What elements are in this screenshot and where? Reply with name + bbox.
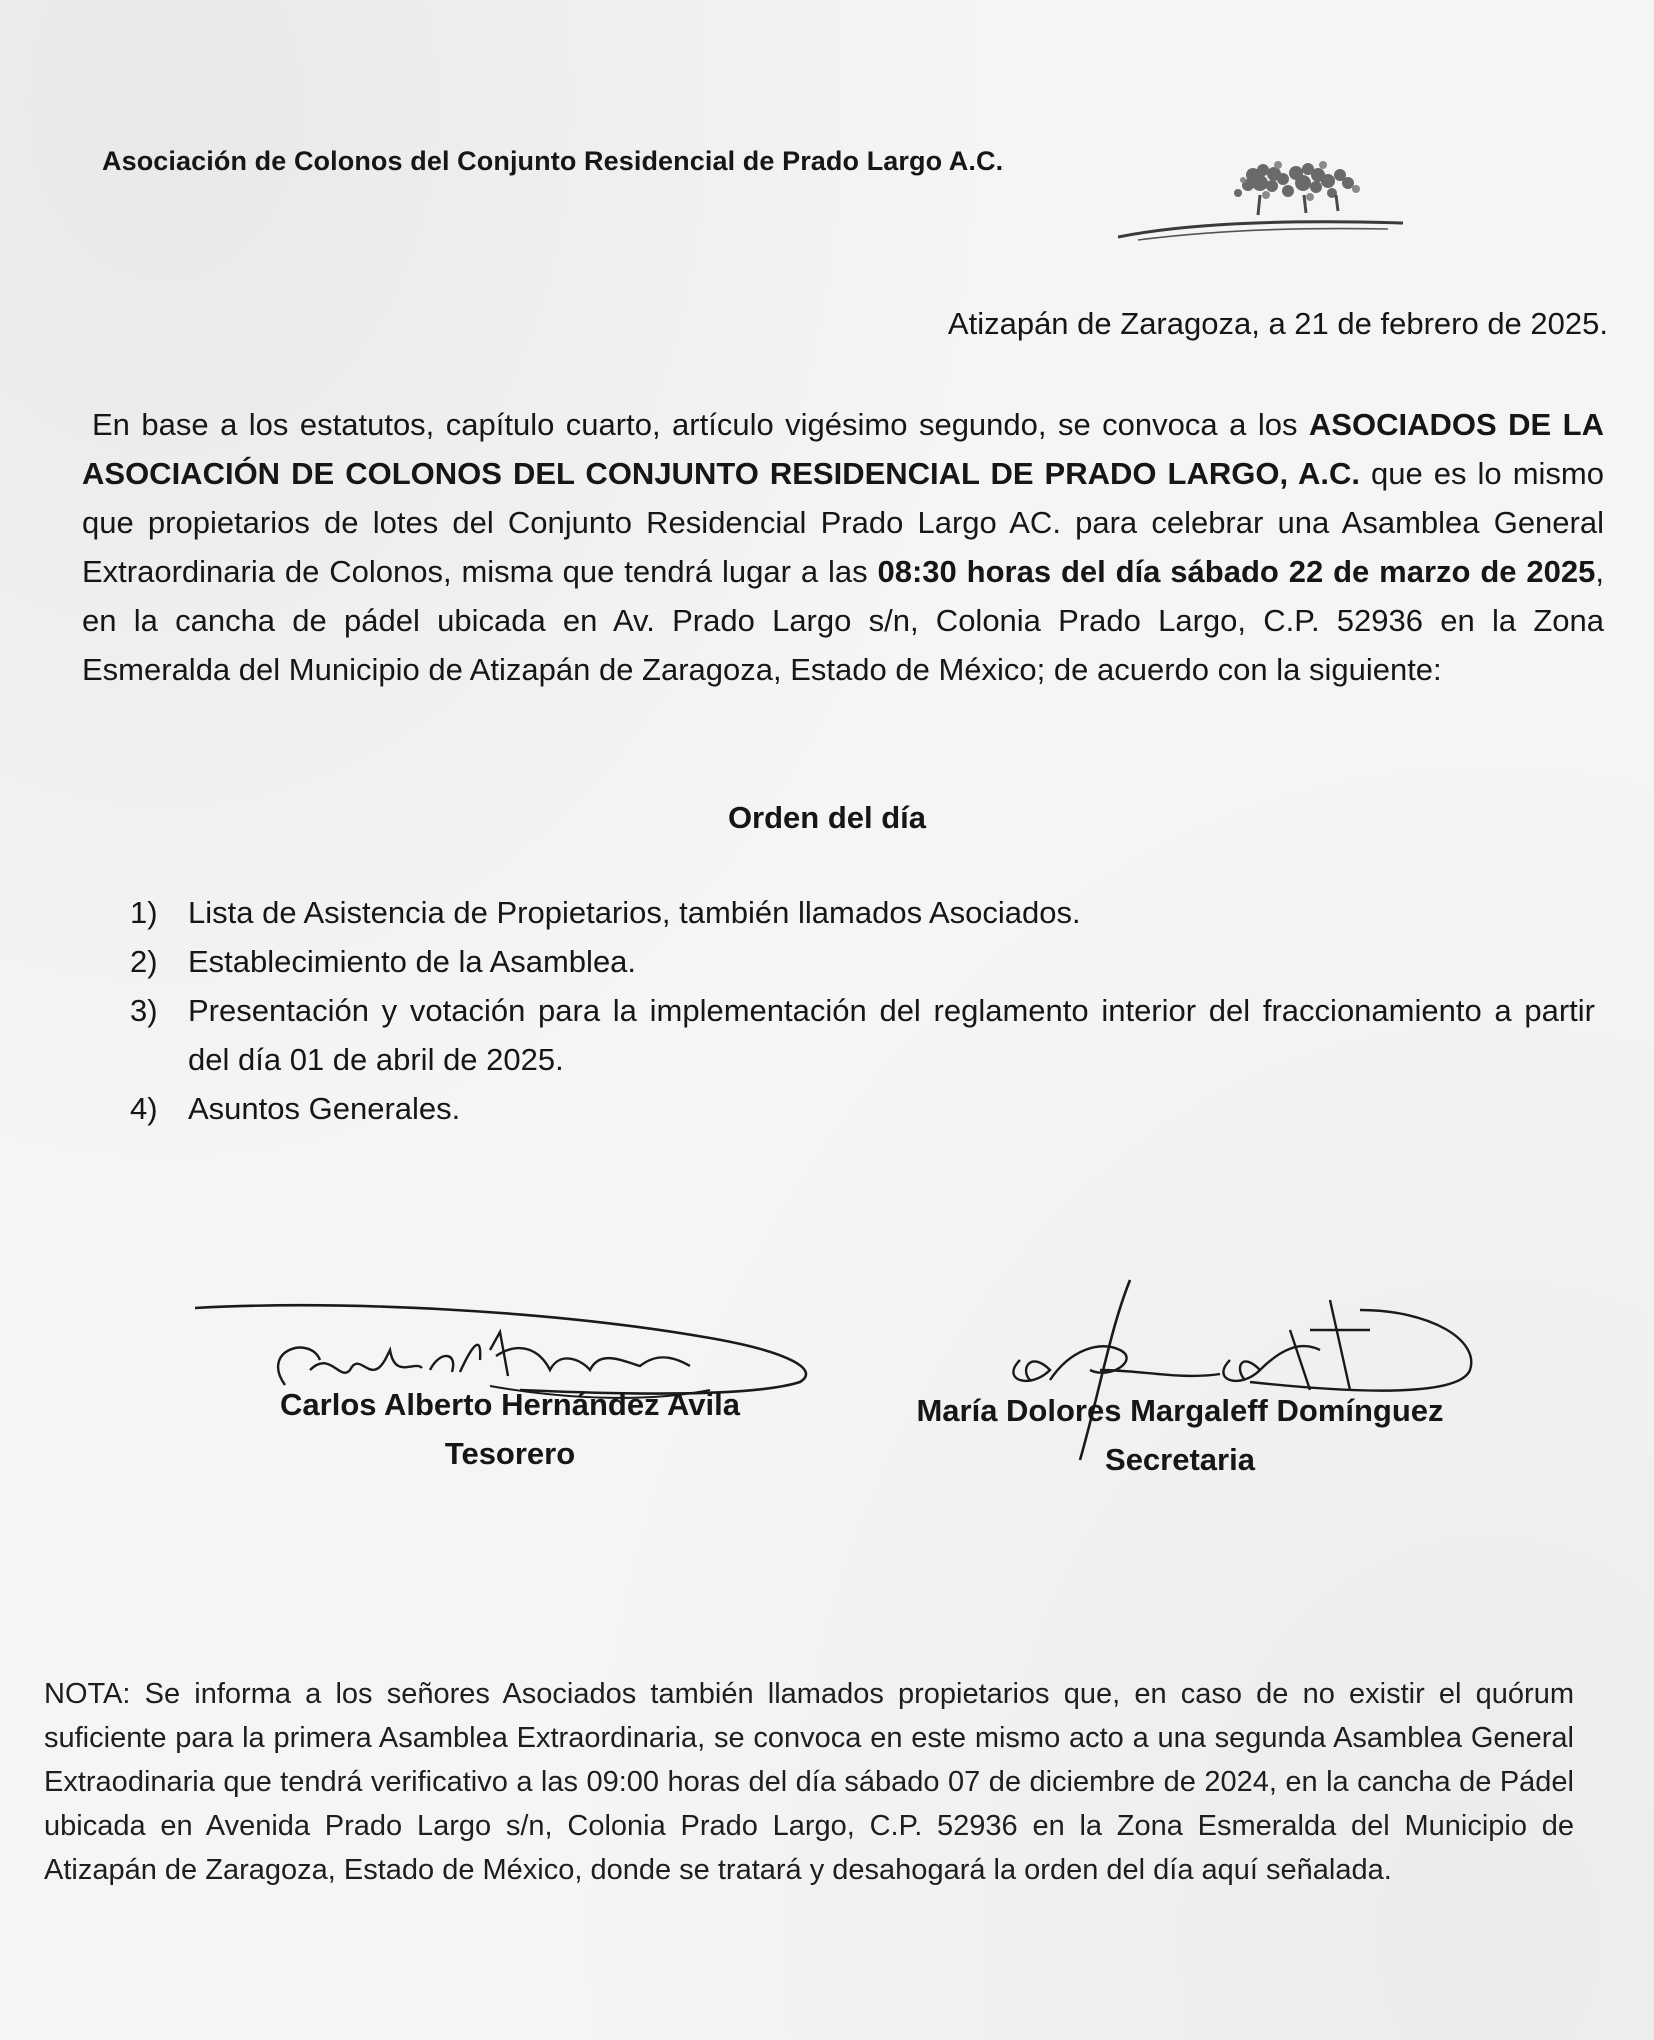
agenda-item-text: Lista de Asistencia de Propietarios, también llamados Asociados. [188,895,1081,930]
body-associates-bold: ASOCIADOS DE LA ASOCIACIÓN DE COLONOS DEL CONJUNTO RESIDENCIAL DE PRADO LARGO, A.C. [82,407,1604,491]
date-line: Atizapán de Zaragoza, a 21 de febrero de 2025. [947,306,1608,341]
agenda-item-number: 2) [130,944,158,979]
signatory-name: Carlos Alberto Hernández Avila [280,1387,740,1422]
organization-header: Asociación de Colonos del Conjunto Residencial de Prado Largo A.C. [102,146,1004,176]
signatory-role: Secretaria [1105,1442,1255,1477]
agenda-list [130,888,1595,1133]
nota-paragraph [44,1672,1574,1892]
body-intro: En base a los estatutos, capítulo cuarto, artículo vigésimo segundo, se convoca a los [92,407,1298,442]
agenda-item-text: Establecimiento de la Asamblea. [188,944,637,979]
agenda-item-text: Asuntos Generales. [188,1091,461,1126]
agenda-item-number: 1) [130,895,158,930]
nota-text: Se informa a los señores Asociados también llamados propietarios que, en caso de no existir el quórum suficiente para la primera Asamblea Extraordinaria, se convoca en este mismo acto a una segunda Asamblea General Extraodinaria que tendrá verificativo a las 09:00 horas del día sábado 07 de diciembre de 2024, en la cancha de Pádel ubicada en Avenida Prado Largo s/n, Colonia Prado Largo, C.P. 52936 en la Zona Esmeralda del Municipio de Atizapán de Zaragoza, Estado de México, donde se tratará y desahogará la orden del día aquí señalada. [44,1678,1575,1886]
agenda-title: Orden del día [727,800,927,835]
signatory-role: Tesorero [444,1436,576,1471]
nota-label: NOTA: [44,1678,131,1710]
signatory-tesorero [230,1380,790,1478]
agenda-item-number: 4) [130,1091,158,1126]
signatory-secretaria [860,1386,1500,1484]
agenda-item-number: 3) [130,993,158,1028]
agenda-item [130,986,1595,1084]
body-datetime-bold: 08:30 horas del día sábado 22 de marzo de 2025 [877,554,1596,589]
agenda-item [130,937,1595,986]
agenda-item [130,888,1595,937]
body-purpose: que es lo mismo que propietarios de lotes del Conjunto Residencial Prado Largo AC. para celebrar una Asamblea General Extraordinaria de Colonos, misma que tendrá lugar a las [82,456,1604,589]
signatory-name: María Dolores Margaleff Domínguez [916,1393,1444,1428]
agenda-item-text: Presentación y votación para la implementación del reglamento interior del fraccionamiento a partir del día 01 de abril de 2025. [188,993,1595,1077]
agenda-item [130,1084,1595,1133]
tree-landscape-logo-icon [1118,145,1408,245]
body-location: , en la cancha de pádel ubicada en Av. Prado Largo s/n, Colonia Prado Largo, C.P. 52936 en la Zona Esmeralda del Municipio de Atizapán de Zaragoza, Estado de México; de acuerdo con la siguiente: [82,554,1604,687]
convocation-body [82,400,1604,694]
